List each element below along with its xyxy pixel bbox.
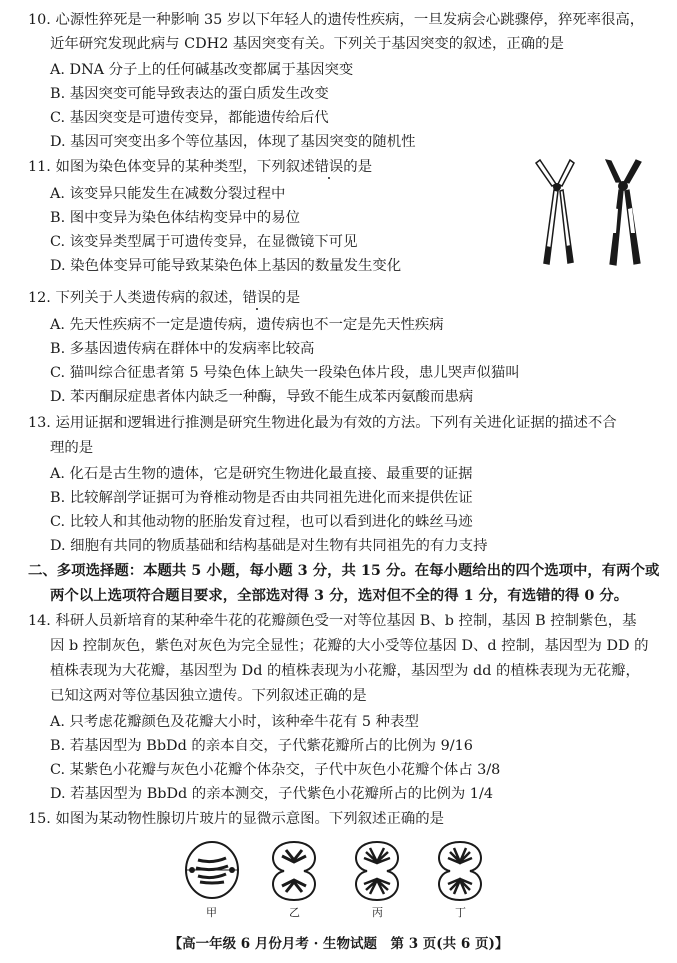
q12-option-c: C. 猫叫综合征患者第 5 号染色体上缺失一段染色体片段，患儿哭声似猫叫	[50, 365, 520, 381]
q14-stem-line-4: 已知这两对等位基因独立遗传。下列叙述正确的是	[50, 688, 367, 704]
q11-stem	[28, 157, 372, 177]
q10-stem-line-1: 10. 心源性猝死是一种影响 35 岁以下年轻人的遗传性疾病，一旦发病会心跳骤停，猝死率很高，	[28, 12, 645, 28]
q10-option-a: A. DNA 分子上的任何碱基改变都属于基因突变	[50, 62, 354, 78]
q12-stem-part-2: 的是	[271, 290, 301, 306]
q14-stem-line-1: 14. 科研人员新培育的某种牵牛花的花瓣颜色受一对等位基因 B、b 控制，基因 B 控制紫色，基	[28, 613, 637, 629]
normal-chromosome-icon	[536, 160, 574, 264]
q10-stem-line-2: 近年研究发现此病与 CDH2 基因突变有关。下列关于基因突变的叙述，正确的是	[50, 36, 564, 52]
cell-label-yi: 乙	[289, 906, 300, 919]
q14-option-c: C. 某紫色小花瓣与灰色小花瓣个体杂交，子代中灰色小花瓣个体占 3/8	[50, 762, 501, 778]
q14-option-b: B. 若基因型为 BbDd 的亲本自交，子代紫花瓣所占的比例为 9/16	[50, 738, 473, 754]
q13-stem-line-2: 理的是	[50, 440, 94, 456]
q11-option-b: B. 图中变异为染色体结构变异中的易位	[50, 210, 300, 226]
q13-option-c: C. 比较人和其他动物的胚胎发育过程，也可以看到进化的蛛丝马迹	[50, 514, 473, 530]
q11-option-d: D. 染色体变异可能导致某染色体上基因的数量发生变化	[50, 258, 402, 274]
page-footer: 【高一年级 6 月份月考 · 生物试题 第 3 页(共 6 页)】	[168, 936, 509, 952]
q12-option-d: D. 苯丙酮尿症患者体内缺乏一种酶，导致不能生成苯丙氨酸而患病	[50, 389, 474, 405]
q13-option-a: A. 化石是古生物的遗体，它是研究生物进化最直接、最重要的证据	[50, 466, 473, 482]
cell-ding-icon	[439, 842, 481, 900]
q13-option-d: D. 细胞有共同的物质基础和结构基础是对生物有共同祖先的有力支持	[50, 538, 488, 554]
q11-stem-part-1: 11. 如图为染色体变异的某种类型，下列叙述	[28, 159, 315, 175]
translocated-chromosome-icon	[606, 160, 641, 265]
section-2-heading-line-2: 两个以上选项符合题目要求，全部选对得 3 分，选对但不全的得 1 分，有选错的得 0 分。	[50, 587, 629, 604]
q13-option-b: B. 比较解剖学证据可为脊椎动物是否由共同祖先进化而来提供佐证	[50, 490, 473, 506]
cell-division-figure	[170, 838, 510, 904]
q12-stem	[28, 288, 300, 308]
q10-option-d: D. 基因可突变出多个等位基因，体现了基因突变的随机性	[50, 134, 416, 150]
cell-yi-icon	[273, 842, 315, 900]
cell-label-jia: 甲	[206, 906, 217, 919]
q14-stem-line-2: 因 b 控制灰色，紫色对灰色为完全显性；花瓣的大小受等位基因 D、d 控制，基因型为 DD 的	[50, 638, 649, 654]
cell-bing-icon	[356, 842, 398, 900]
cell-label-bing: 丙	[372, 906, 383, 919]
q12-stem-part-1: 12. 下列关于人类遗传病的叙述，	[28, 290, 243, 306]
q11-stem-emphasis: 错误	[314, 159, 344, 175]
section-2-heading-line-1: 二、多项选择题：本题共 5 小题，每小题 3 分，共 15 分。在每小题给出的四个选项中，有两个或	[28, 562, 660, 579]
q10-option-c: C. 基因突变是可遗传变异，都能遗传给后代	[50, 110, 329, 126]
q14-stem-line-3: 植株表现为大花瓣，基因型为 Dd 的植株表现为小花瓣，基因型为 dd 的植株表现为无花瓣，	[50, 663, 640, 679]
q11-option-a: A. 该变异只能发生在减数分裂过程中	[50, 186, 286, 202]
q13-stem-line-1: 13. 运用证据和逻辑进行推测是研究生物进化最为有效的方法。下列有关进化证据的描述不合	[28, 415, 617, 431]
q12-option-a: A. 先天性疾病不一定是遗传病，遗传病也不一定是先天性疾病	[50, 317, 444, 333]
q15-stem: 15. 如图为某动物性腺切片玻片的显微示意图。下列叙述正确的是	[28, 811, 445, 827]
cell-jia-icon	[186, 842, 238, 898]
cell-label-ding: 丁	[455, 906, 466, 919]
q11-stem-part-2: 的是	[343, 159, 373, 175]
q12-stem-emphasis: 错误	[242, 290, 272, 306]
q14-option-a: A. 只考虑花瓣颜色及花瓣大小时，该种牵牛花有 5 种表型	[50, 714, 419, 730]
q14-option-d: D. 若基因型为 BbDd 的亲本测交，子代紫色小花瓣所占的比例为 1/4	[50, 786, 493, 802]
q12-option-b: B. 多基因遗传病在群体中的发病率比较高	[50, 341, 315, 357]
q10-option-b: B. 基因突变可能导致表达的蛋白质发生改变	[50, 86, 329, 102]
chromosome-translocation-figure	[530, 158, 660, 270]
q11-option-c: C. 该变异类型属于可遗传变异，在显微镜下可见	[50, 234, 358, 250]
